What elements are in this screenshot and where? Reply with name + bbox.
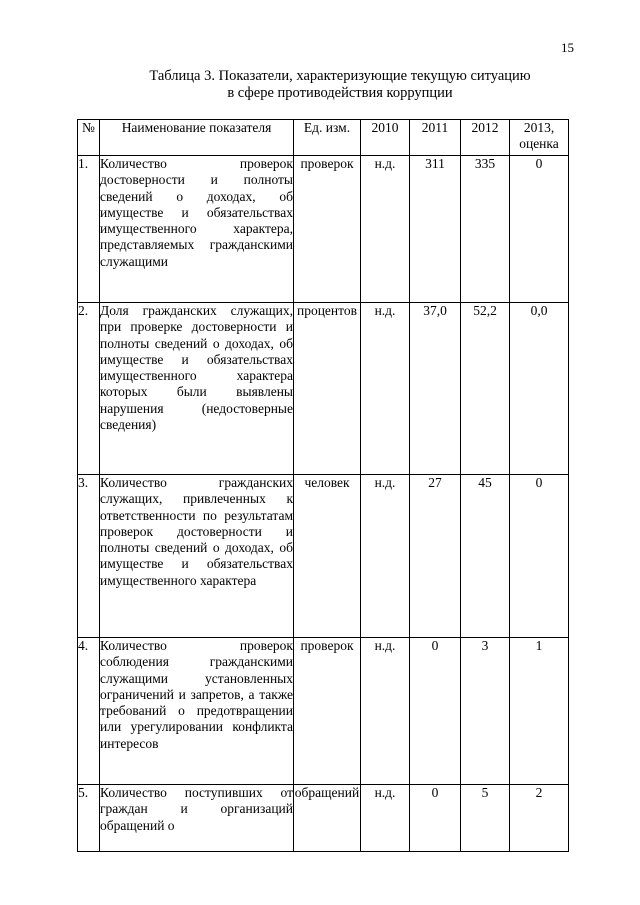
header-2011: 2011 bbox=[410, 120, 461, 156]
row-name: Количество проверок соблюдения гражданскими служащими установленных ограничений и запретов, а также требований о предотвращении или урегулировании конфликта интересов bbox=[100, 638, 294, 785]
header-2012: 2012 bbox=[461, 120, 510, 156]
row-2011: 37,0 bbox=[410, 303, 461, 475]
row-2011: 311 bbox=[410, 156, 461, 303]
row-2013: 1 bbox=[510, 638, 569, 785]
header-num: № bbox=[78, 120, 100, 156]
row-unit: проверок bbox=[294, 156, 361, 303]
row-name: Количество проверок достоверности и полноты сведений о доходах, об имуществе и обязательствах имущественного характера, представляемых гражданскими служащими bbox=[100, 156, 294, 303]
row-2012: 335 bbox=[461, 156, 510, 303]
header-unit: Ед. изм. bbox=[294, 120, 361, 156]
row-num: 2. bbox=[78, 303, 100, 475]
row-2011: 0 bbox=[410, 785, 461, 852]
header-row bbox=[78, 120, 569, 156]
row-name: Количество гражданских служащих, привлеченных к ответственности по результатам проверок достоверности и полноты сведений о доходах, об имуществе и обязательствах имущественного характера bbox=[100, 475, 294, 638]
row-2010: н.д. bbox=[361, 785, 410, 852]
row-2013: 0 bbox=[510, 156, 569, 303]
row-unit: проверок bbox=[294, 638, 361, 785]
row-2011: 27 bbox=[410, 475, 461, 638]
row-2010: н.д. bbox=[361, 156, 410, 303]
row-2013: 0 bbox=[510, 475, 569, 638]
table-caption bbox=[90, 68, 590, 102]
row-2013: 2 bbox=[510, 785, 569, 852]
row-2012: 3 bbox=[461, 638, 510, 785]
row-num: 5. bbox=[78, 785, 100, 852]
row-num: 4. bbox=[78, 638, 100, 785]
row-2013: 0,0 bbox=[510, 303, 569, 475]
caption-line-2: в сфере противодействия коррупции bbox=[227, 85, 453, 101]
row-2012: 45 bbox=[461, 475, 510, 638]
row-2012: 52,2 bbox=[461, 303, 510, 475]
row-2011: 0 bbox=[410, 638, 461, 785]
table-row bbox=[78, 785, 569, 852]
row-name: Количество поступивших от граждан и организаций обращений о bbox=[100, 785, 294, 852]
row-unit: обращений bbox=[294, 785, 361, 852]
row-2010: н.д. bbox=[361, 303, 410, 475]
row-num: 3. bbox=[78, 475, 100, 638]
row-unit: человек bbox=[294, 475, 361, 638]
row-2010: н.д. bbox=[361, 475, 410, 638]
row-2010: н.д. bbox=[361, 638, 410, 785]
row-num: 1. bbox=[78, 156, 100, 303]
indicators-table bbox=[77, 119, 569, 852]
table-row bbox=[78, 303, 569, 475]
caption-line-1: Таблица 3. Показатели, характеризующие текущую ситуацию bbox=[149, 68, 531, 84]
table-row bbox=[78, 475, 569, 638]
header-2013: 2013, оценка bbox=[510, 120, 569, 156]
row-unit: процентов bbox=[294, 303, 361, 475]
table-row bbox=[78, 156, 569, 303]
row-name: Доля гражданских служащих, при проверке достоверности и полноты сведений о доходах, об имуществе и обязательствах имущественного характера которых были выявлены нарушения (недостоверные сведения) bbox=[100, 303, 294, 475]
page-number: 15 bbox=[561, 40, 574, 55]
header-2010: 2010 bbox=[361, 120, 410, 156]
table-row bbox=[78, 638, 569, 785]
header-name: Наименование показателя bbox=[100, 120, 294, 156]
row-2012: 5 bbox=[461, 785, 510, 852]
